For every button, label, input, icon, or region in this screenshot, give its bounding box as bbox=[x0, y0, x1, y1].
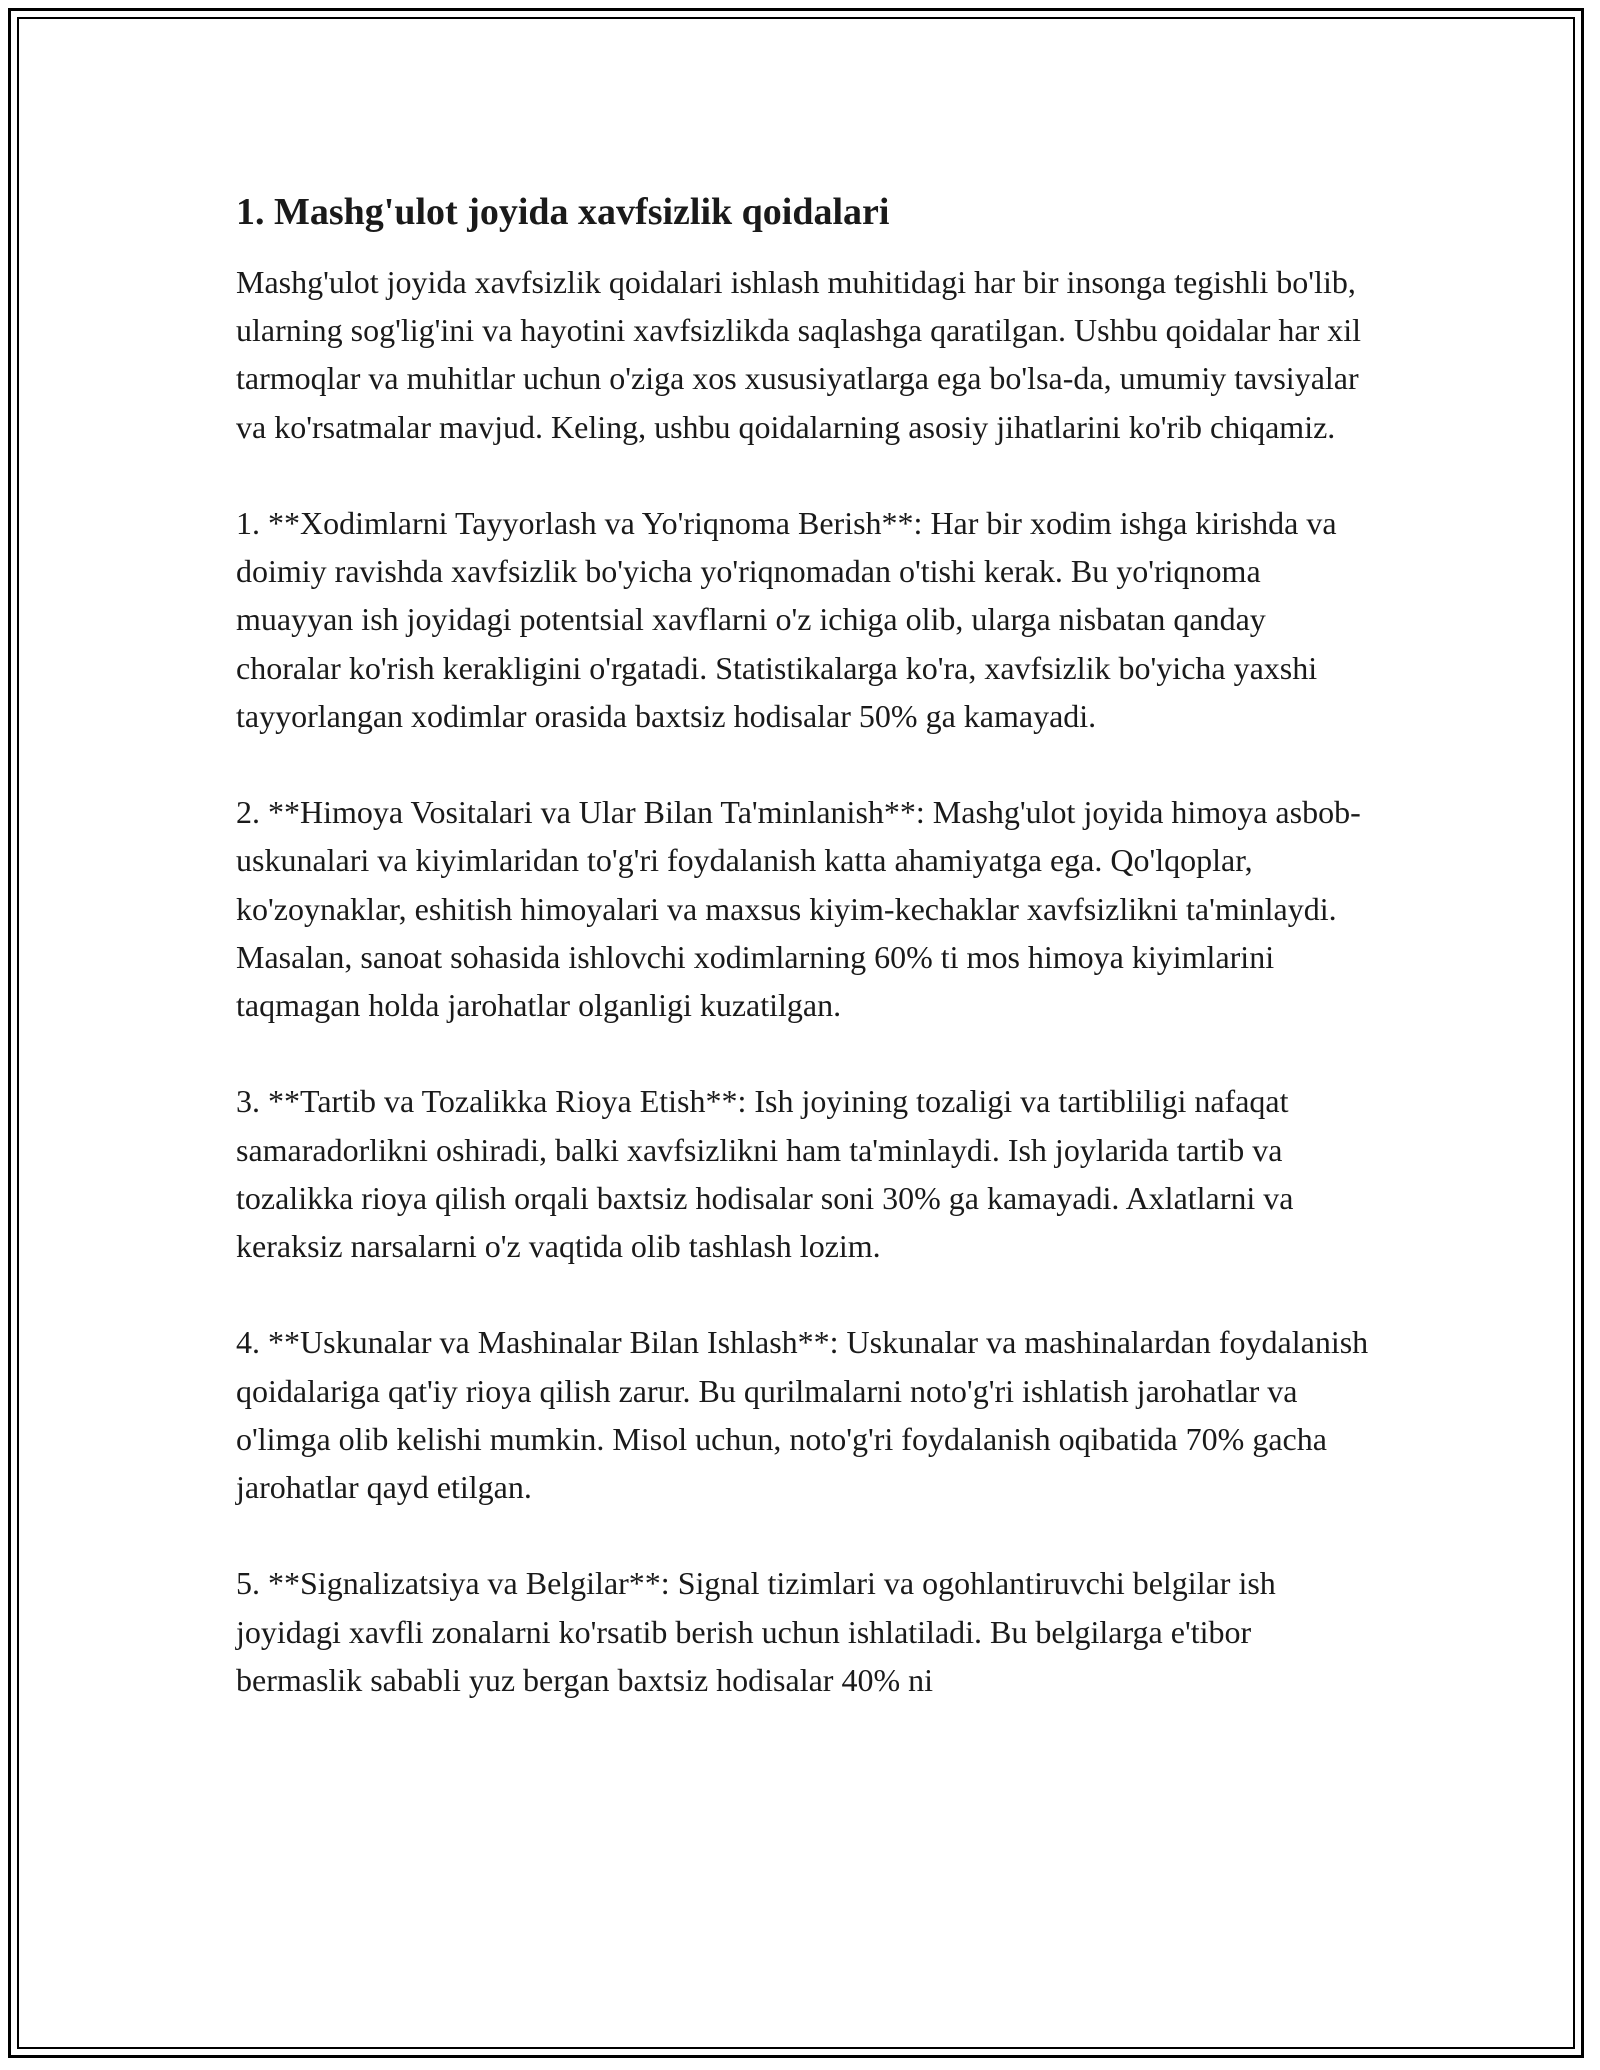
paragraph-item-1: 1. **Xodimlarni Tayyorlash va Yo'riqnoma Berish**: Har bir xodim ishga kirishda va doimiy ravishda xavfsizlik bo'yicha yo'riqnomadan o'tishi kerak. Bu yo'riqnoma muayyan ish joyidagi potentsial xavflarni o'z ichiga olib, ularga nisbatan qanday choralar ko'rish kerakligini o'rgatadi. Statistikalarga ko'ra, xavfsizlik bo'yicha yaxshi tayyorlangan xodimlar orasida baxtsiz hodisalar 50% ga kamayadi. bbox=[236, 505, 1337, 734]
paragraph-item-2: 2. **Himoya Vositalari va Ular Bilan Ta'minlanish**: Mashg'ulot joyida himoya asbob-uskunalari va kiyimlaridan to'g'ri foydalanish katta ahamiyatga ega. Qo'lqoplar, ko'zoynaklar, eshitish himoyalari va maxsus kiyim-kechaklar xavfsizlikni ta'minlaydi. Masalan, sanoat sohasida ishlovchi xodimlarning 60% ti mos himoya kiyimlarini taqmagan holda jarohatlar olganligi kuzatilgan. bbox=[236, 794, 1361, 1024]
document-title: 1. Mashg'ulot joyida xavfsizlik qoidalari bbox=[236, 191, 890, 233]
document-body bbox=[236, 186, 1376, 1752]
paragraph-item-4: 4. **Uskunalar va Mashinalar Bilan Ishlash**: Uskunalar va mashinalardan foydalanish qoidalariga qat'iy rioya qilish zarur. Bu qurilmalarni noto'g'ri ishlatish jarohatlar va o'limga olib kelishi mumkin. Misol uchun, noto'g'ri foydalanish oqibatida 70% gacha jarohatlar qayd etilgan. bbox=[236, 1324, 1369, 1506]
paragraph-item-5: 5. **Signalizatsiya va Belgilar**: Signal tizimlari va ogohlantiruvchi belgilar ish joyidagi xavfli zonalarni ko'rsatib berish uchun ishlatiladi. Bu belgilarga e'tibor bermaslik sababli yuz bergan baxtsiz hodisalar 40% ni bbox=[236, 1565, 1276, 1698]
paragraph-item-3: 3. **Tartib va Tozalikka Rioya Etish**: Ish joyining tozaligi va tartibliligi nafaqat samaradorlikni oshiradi, balki xavfsizlikni ham ta'minlaydi. Ish joylarida tartib va tozalikka rioya qilish orqali baxtsiz hodisalar soni 30% ga kamayadi. Axlatlarni va keraksiz narsalarni o'z vaqtida olib tashlash lozim. bbox=[236, 1083, 1294, 1265]
intro-paragraph: Mashg'ulot joyida xavfsizlik qoidalari ishlash muhitidagi har bir insonga tegishli bo'lib, ularning sog'lig'ini va hayotini xavfsizlikda saqlashga qaratilgan. Ushbu qoidalar har xil tarmoqlar va muhitlar uchun o'ziga xos xususiyatlarga ega bo'lsa-da, umumiy tavsiyalar va ko'rsatmalar mavjud. Keling, ushbu qoidalarning asosiy jihatlarini ko'rib chiqamiz. bbox=[236, 264, 1362, 445]
